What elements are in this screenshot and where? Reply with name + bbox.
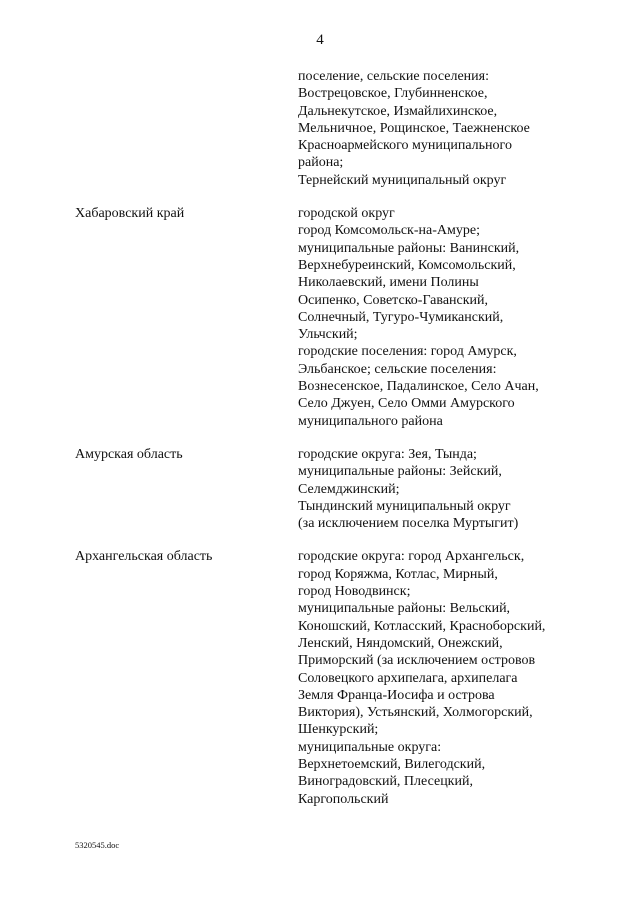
entry-line: Эльбанское; сельские поселения: — [298, 361, 497, 377]
page-number: 4 — [316, 32, 324, 48]
entry-line: Село Джуен, Село Омми Амурского — [298, 396, 515, 412]
entry-line: Осипенко, Советско-Гаванский, — [298, 292, 489, 308]
municipalities-list — [298, 68, 598, 189]
entry-line: город Комсомольск-на-Амуре; — [298, 223, 480, 239]
municipalities-list — [298, 548, 598, 807]
entry-line: Мельничное, Рощинское, Таежненское — [298, 120, 530, 136]
entry-line: района; — [298, 155, 344, 171]
table-row — [0, 548, 640, 807]
entry-line: муниципальные районы: Ванинский, — [298, 240, 520, 256]
entry-line: Земля Франца-Иосифа и острова — [298, 687, 495, 703]
entry-line: Красноармейского муниципального — [298, 138, 512, 154]
entry-line: Верхнетоемский, Вилегодский, — [298, 756, 486, 772]
entry-line: муниципального района — [298, 413, 443, 429]
table-row — [0, 68, 640, 189]
entry-line: Каргопольский — [298, 791, 389, 807]
entry-line: муниципальные округа: — [298, 739, 442, 755]
entry-line: (за исключением поселка Муртыгит) — [298, 516, 519, 532]
entry-line: Вознесенское, Падалинское, Село Ачан, — [298, 379, 539, 395]
entry-line: Верхнебуреинский, Комсомольский, — [298, 257, 516, 273]
entry-line: Селемджинский; — [298, 481, 400, 497]
entry-line: Солнечный, Тугуро-Чумиканский, — [298, 309, 504, 325]
entry-line: Ульчский; — [298, 327, 358, 343]
entry-line: Дальнекутское, Измайлихинское, — [298, 103, 498, 119]
entry-line: Вострецовское, Глубинненское, — [298, 86, 488, 102]
entry-line: муниципальные районы: Зейский, — [298, 464, 502, 480]
entry-line: городской округ — [298, 206, 395, 222]
municipalities-list — [298, 205, 598, 430]
region-table — [0, 68, 640, 824]
region-name: Архангельская область — [75, 549, 213, 565]
entry-line: город Коряжма, Котлас, Мирный, — [298, 566, 498, 582]
entry-line: Коношский, Котласский, Красноборский, — [298, 618, 546, 634]
entry-line: муниципальные районы: Вельский, — [298, 601, 511, 617]
municipalities-list — [298, 446, 598, 532]
entry-line: город Новодвинск; — [298, 584, 411, 600]
entry-line: городские округа: город Архангельск, — [298, 549, 525, 565]
entry-line: Николаевский, имени Полины — [298, 275, 479, 291]
entry-line: Виктория), Устьянский, Холмогорский, — [298, 705, 533, 721]
table-row — [0, 446, 640, 532]
region-name: Хабаровский край — [75, 206, 185, 222]
region-name: Амурская область — [75, 446, 183, 462]
entry-line: Шенкурский; — [298, 722, 379, 738]
entry-line: Соловецкого архипелага, архипелага — [298, 670, 518, 686]
entry-line: городские округа: Зея, Тында; — [298, 446, 477, 462]
entry-line: Тындинский муниципальный округ — [298, 498, 511, 514]
table-row — [0, 205, 640, 430]
entry-line: Тернейский муниципальный округ — [298, 172, 507, 188]
entry-line: Ленский, Няндомский, Онежский, — [298, 635, 503, 651]
document-filename: 5320545.doc — [75, 840, 120, 850]
entry-line: Виноградовский, Плесецкий, — [298, 774, 473, 790]
entry-line: Приморский (за исключением островов — [298, 653, 536, 669]
entry-line: поселение, сельские поселения: — [298, 69, 489, 84]
entry-line: городские поселения: город Амурск, — [298, 344, 517, 360]
